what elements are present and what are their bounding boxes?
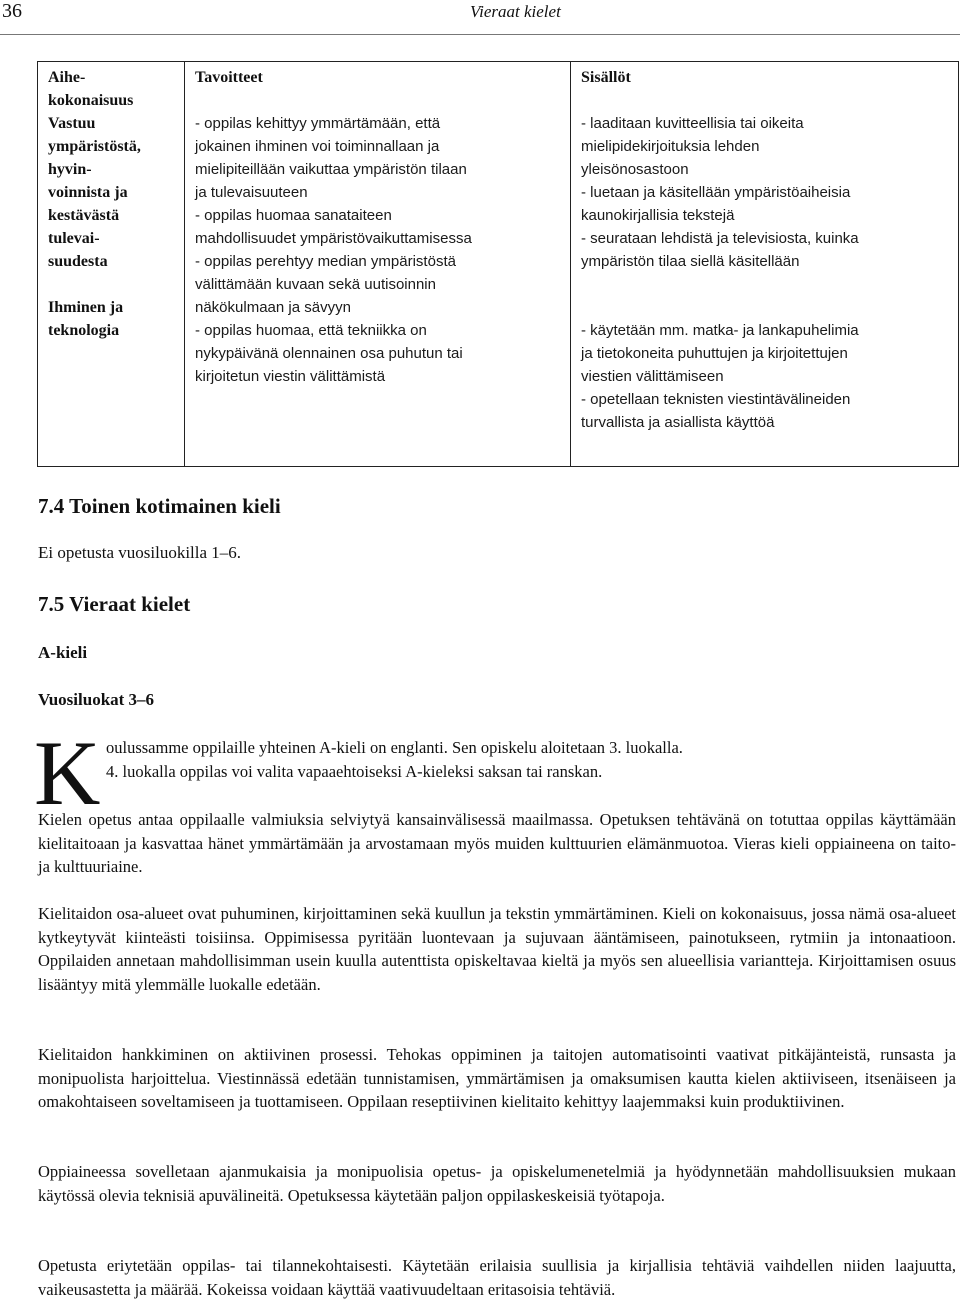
intro-line-1: oulussamme oppilaille yhteinen A-kieli on englanti. Sen opiskelu aloitetaan 3. luokalla. bbox=[106, 738, 683, 757]
section-note: Ei opetusta vuosiluokilla 1–6. bbox=[38, 543, 242, 562]
table-row bbox=[38, 62, 959, 467]
grades-heading: Vuosiluokat 3–6 bbox=[38, 690, 155, 709]
section-heading-7-5: 7.5 Vieraat kielet bbox=[38, 592, 191, 616]
running-title: Vieraat kielet bbox=[470, 2, 561, 21]
spacer bbox=[581, 296, 948, 319]
paragraph-2: Kielitaidon osa-alueet ovat puhuminen, kirjoittaminen sekä kuullun ja tekstin ymmärtäminen. Kieli on kokonaisuus, jossa nämä osa-alueet kytkeytyvät kiinteästi toisiinsa. Oppimisessa pyritään luontevaan ja sujuvaan ääntämiseen, painotukseen, rytmiin ja intonaatioon. Oppilaiden annetaan mahdollisimman usein kuulla autenttista opiskeltavaa kieltä ja myös sen alueellisia variantteja. Kirjoittamisen osuus lisääntyy mitä ylemmälle luokalle edetään. bbox=[38, 904, 956, 994]
theme-header: Aihe- kokonaisuus bbox=[48, 69, 134, 109]
section-heading-7-4: 7.4 Toinen kotimainen kieli bbox=[38, 494, 281, 518]
goals-header: Tavoitteet bbox=[195, 69, 263, 86]
paragraph-1: Kielen opetus antaa oppilaalle valmiuksia selviytyä kansainvälisessä maailmassa. Opetuksen tehtävänä on totuttaa oppilas käyttämään kielitaitoaan ja kasvattaa hänet ymmärtämään ja arvostamaan myös muiden kulttuurien elämänmuotoa. Vieras kieli oppiaineena on taito- ja kulttuuriaine. bbox=[38, 810, 956, 876]
theme-column bbox=[38, 62, 185, 467]
content-technology: - käytetään mm. matka- ja lankapuhelimia ja tietokoneita puhuttujen ja kirjoitettujen viestien välittämiseen - opetellaan teknisten viestintävälineiden turvallista ja asiallista käyttöä bbox=[581, 322, 859, 431]
paragraph-5: Opetusta eriytetään oppilas- tai tilannekohtaisesti. Käytetään erilaisia suullisia ja kirjallisia tehtäviä vaihdellen niiden laajuutta, vaikeusastetta ja määrää. Kokeissa voidaan käyttää vaativuudeltaan eritasoisia tehtäviä. bbox=[38, 1256, 956, 1299]
content-column bbox=[571, 62, 959, 467]
spacer bbox=[195, 89, 560, 112]
subheading-a-kieli: A-kieli bbox=[38, 643, 88, 662]
theme-technology: Ihminen ja teknologia bbox=[48, 299, 124, 339]
drop-cap: K bbox=[34, 722, 101, 824]
header-rule bbox=[0, 34, 960, 35]
content-header: Sisällöt bbox=[581, 69, 631, 86]
paragraph-4: Oppiaineessa sovelletaan ajanmukaisia ja monipuolisia opetus- ja opiskelumenetelmiä ja hyödynnetään mahdollisuuksien mukaan käytössä olevia teknisiä apuvälineitä. Opetuksessa käytetään paljon oppilaskeskeisiä työtapoja. bbox=[38, 1162, 956, 1205]
content-environment: - laaditaan kuvitteellisia tai oikeita mielipidekirjoituksia lehden yleisönosastoon - luetaan ja käsitellään ympäristöaiheisia kaunokirjallisia tekstejä - seurataan lehdistä ja televisiosta, kuinka ympäristön tilaa siellä käsitellään bbox=[581, 115, 859, 270]
goals-technology: - oppilas huomaa, että tekniikka on nykypäivänä olennainen osa puhutun tai kirjoitetun viestin välittämistä bbox=[195, 322, 463, 385]
goals-environment: - oppilas kehittyy ymmärtämään, että jokainen ihminen voi toiminnallaan ja mielipiteillään vaikuttaa ympäristön tilaan ja tulevaisuuteen - oppilas huomaa sanataiteen mahdollisuudet ympäristövaikuttamisessa - oppilas perehtyy median ympäristöstä välittämään kuvaan sekä uutisoinnin näkökulmaan ja sävyyn bbox=[195, 115, 472, 316]
curriculum-table bbox=[37, 61, 959, 467]
intro-line-2: 4. luokalla oppilas voi valita vapaaehtoiseksi A-kieleksi saksan tai ranskan. bbox=[106, 762, 603, 781]
spacer bbox=[581, 89, 948, 112]
spacer bbox=[48, 273, 174, 296]
paragraph-3: Kielitaidon hankkiminen on aktiivinen prosessi. Tehokas oppiminen ja taitojen automatisointi vaativat pitkäjänteistä, runsasta ja monipuolista harjoittelua. Viestinnässä edetään tunnistamisen, ymmärtämisen ja omaksumisen kautta kielen aktiiviseen, itsenäiseen ja omakohtaiseen soveltamiseen ja tuottamiseen. Oppilaan reseptiivinen kielitaito kehittyy laajemmaksi kuin produktiivinen. bbox=[38, 1045, 956, 1111]
page-number: 36 bbox=[2, 0, 22, 22]
theme-environment: Vastuu ympäristöstä, hyvin- voinnista ja kestävästä tulevai- suudesta bbox=[48, 115, 141, 270]
spacer bbox=[581, 273, 948, 296]
goals-column bbox=[185, 62, 571, 467]
